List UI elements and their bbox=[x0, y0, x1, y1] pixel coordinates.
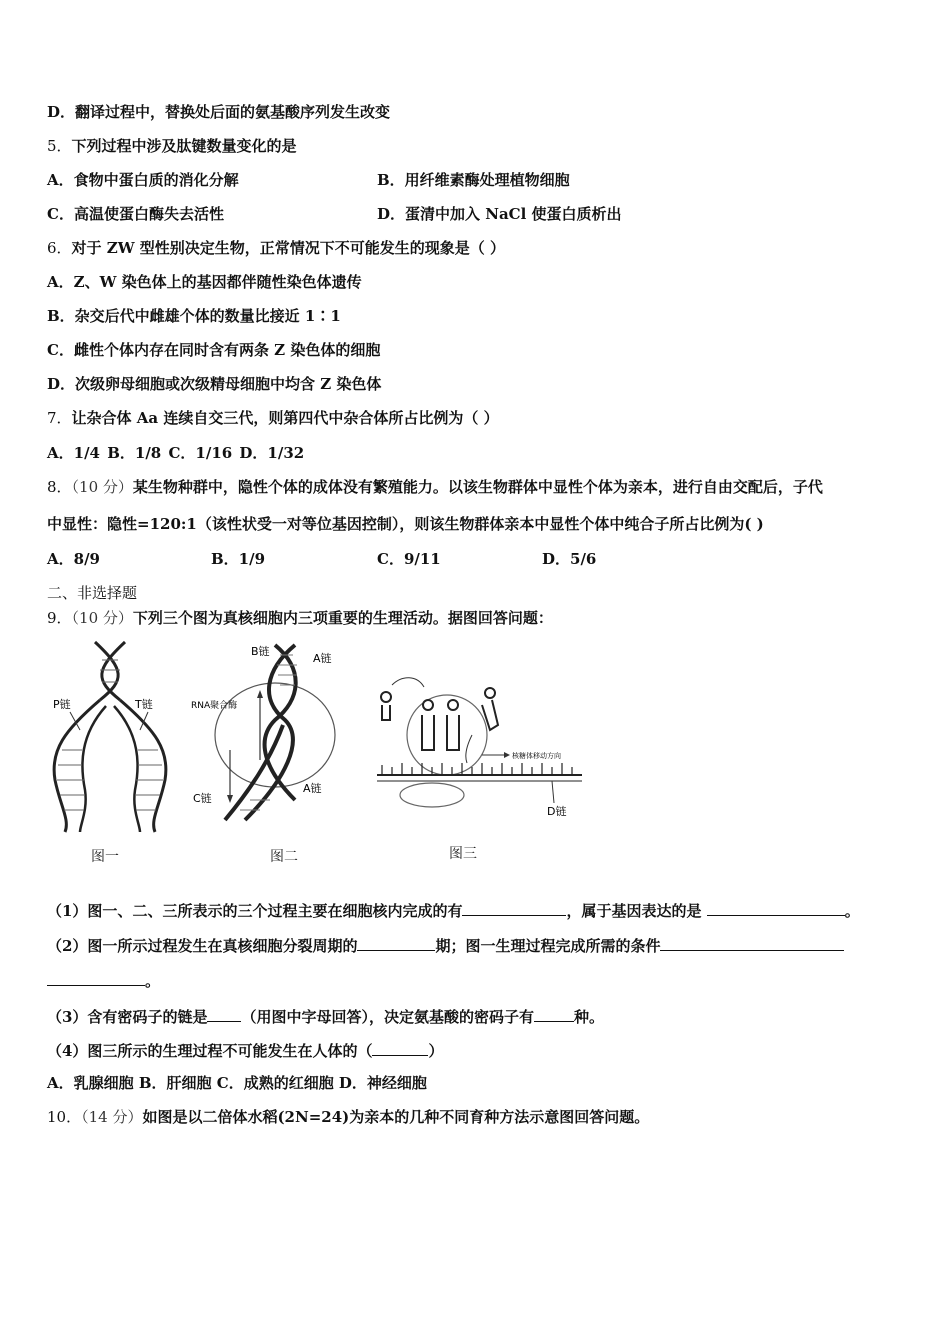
q6-option-a: A．Z、W 染色体上的基因都伴随性染色体遗传 bbox=[47, 273, 362, 291]
q9-sub2-continued bbox=[47, 969, 160, 991]
q9-sub3 bbox=[47, 1005, 604, 1027]
q8-stem-text1: 某生物种群中，隐性个体的成体没有繁殖能力。以该生物群体中显性个体为亲本，进行自由交配后，子代 bbox=[132, 478, 823, 496]
q8-option-d: D．5/6 bbox=[542, 550, 597, 568]
q9-sub4 bbox=[47, 1039, 443, 1061]
q5-option-d: D．蛋清中加入 NaCl 使蛋白质析出 bbox=[377, 205, 622, 223]
q4-option-d: D．翻译过程中，替换处后面的氨基酸序列发生改变 bbox=[47, 103, 391, 121]
q8-stem-line2: 中显性：隐性=120:1（该性状受一对等位基因控制），则该生物群体亲本中显性个体中纯合子所占比例为( ) bbox=[47, 515, 764, 533]
fig2-rna-polymerase-label: RNA聚合酶 bbox=[191, 701, 238, 711]
fig2-c-chain-label: C链 bbox=[193, 792, 212, 805]
q9-sub1-text-b: ，属于基因表达的是 bbox=[566, 902, 702, 920]
q8-option-c: C．9/11 bbox=[377, 550, 441, 568]
q10-stem bbox=[47, 1107, 649, 1127]
q9-sub3-blank1[interactable] bbox=[207, 1005, 241, 1022]
q7-options: A．1/4 B．1/8 C．1/16 D．1/32 bbox=[47, 444, 305, 462]
q9-sub1-blank1[interactable] bbox=[462, 899, 566, 916]
q9-sub3-text-a: （3）含有密码子的链是 bbox=[47, 1008, 208, 1026]
q8-option-a: A．8/9 bbox=[47, 550, 100, 568]
q9-sub1-text-a: （1）图一、二、三所表示的三个过程主要在细胞核内完成的有 bbox=[47, 902, 463, 920]
q10-points: （14 分） bbox=[81, 1108, 143, 1126]
q10-number: 10． bbox=[47, 1108, 82, 1126]
q6-option-d: D．次级卵母细胞或次级精母细胞中均含 Z 染色体 bbox=[47, 375, 382, 393]
q10-stem-text: 如图是以二倍体水稻(2N=24)为亲本的几种不同育种方法示意图回答问题。 bbox=[142, 1108, 650, 1126]
figure-one-dna-replication bbox=[40, 640, 180, 835]
q6-stem bbox=[47, 238, 505, 258]
q5-stem bbox=[47, 136, 297, 156]
q8-stem-line1 bbox=[47, 477, 823, 497]
q5-option-a: A．食物中蛋白质的消化分解 bbox=[47, 171, 239, 189]
q9-number: 9． bbox=[47, 609, 72, 627]
fig2-a-chain-bottom-label: A链 bbox=[303, 782, 322, 795]
fig2-a-chain-top-label: A链 bbox=[313, 652, 332, 665]
q7-number: 7． bbox=[47, 409, 72, 427]
q8-option-b: B．1/9 bbox=[211, 550, 266, 568]
q5-number: 5． bbox=[47, 137, 72, 155]
q6-number: 6． bbox=[47, 239, 72, 257]
fig2-b-chain-label: B链 bbox=[251, 645, 270, 658]
q9-sub1-blank2[interactable] bbox=[707, 899, 845, 916]
section-heading: 二、非选择题 bbox=[47, 584, 138, 602]
q9-sub4-options: A．乳腺细胞 B．肝细胞 C．成熟的红细胞 D．神经细胞 bbox=[47, 1074, 427, 1092]
q9-sub1-text-c: 。 bbox=[844, 902, 860, 920]
q5-option-c: C．高温使蛋白酶失去活性 bbox=[47, 205, 224, 223]
q9-sub2-text-c: 。 bbox=[145, 972, 161, 990]
q9-sub4-text-a: （4）图三所示的生理过程不可能发生在人体的（ bbox=[47, 1042, 373, 1060]
q9-sub2-blank2-continued[interactable] bbox=[47, 969, 145, 986]
q9-sub2-text-b: 期；图一生理过程完成所需的条件 bbox=[435, 937, 661, 955]
q9-sub2-blank2[interactable] bbox=[660, 934, 844, 951]
fig3-d-chain-label: D链 bbox=[547, 805, 567, 818]
q8-number: 8． bbox=[47, 478, 72, 496]
q7-stem bbox=[47, 408, 499, 428]
fig1-p-chain-label: P链 bbox=[53, 698, 71, 711]
q9-sub3-blank2[interactable] bbox=[534, 1005, 574, 1022]
q5-stem-text: 下列过程中涉及肽键数量变化的是 bbox=[71, 137, 297, 155]
figure-one-caption: 图一 bbox=[91, 849, 119, 865]
q9-sub4-text-b: ） bbox=[428, 1042, 444, 1060]
q6-option-b: B．杂交后代中雌雄个体的数量比接近 1∶1 bbox=[47, 307, 341, 325]
q9-sub2-text-a: （2）图一所示过程发生在真核细胞分裂周期的 bbox=[47, 937, 358, 955]
figure-three-translation bbox=[372, 675, 587, 825]
q9-points: （10 分） bbox=[71, 609, 133, 627]
fig3-direction-label: 核糖体移动方向 bbox=[512, 752, 561, 760]
q9-sub4-blank[interactable] bbox=[372, 1039, 428, 1056]
q9-sub1 bbox=[47, 899, 860, 921]
q6-option-c: C．雌性个体内存在同时含有两条 Z 染色体的细胞 bbox=[47, 341, 381, 359]
q9-sub3-text-c: 种。 bbox=[573, 1008, 604, 1026]
q6-stem-text: 对于 ZW 型性别决定生物，正常情况下不可能发生的现象是（ ） bbox=[71, 239, 506, 257]
q5-option-b: B．用纤维素酶处理植物细胞 bbox=[377, 171, 570, 189]
fig1-t-chain-label: T链 bbox=[135, 698, 153, 711]
figure-two-transcription bbox=[185, 640, 350, 835]
q7-stem-text: 让杂合体 Aa 连续自交三代，则第四代中杂合体所占比例为（ ） bbox=[71, 409, 499, 427]
q9-sub3-text-b: （用图中字母回答），决定氨基酸的密码子有 bbox=[241, 1008, 534, 1026]
q9-stem bbox=[47, 608, 553, 628]
q9-stem-text: 下列三个图为真核细胞内三项重要的生理活动。据图回答问题： bbox=[132, 609, 553, 627]
figure-two-caption: 图二 bbox=[270, 849, 298, 865]
q9-sub2-blank1[interactable] bbox=[357, 934, 435, 951]
q9-sub2 bbox=[47, 934, 844, 956]
q8-points: （10 分） bbox=[71, 478, 133, 496]
figure-three-caption: 图三 bbox=[449, 846, 477, 862]
